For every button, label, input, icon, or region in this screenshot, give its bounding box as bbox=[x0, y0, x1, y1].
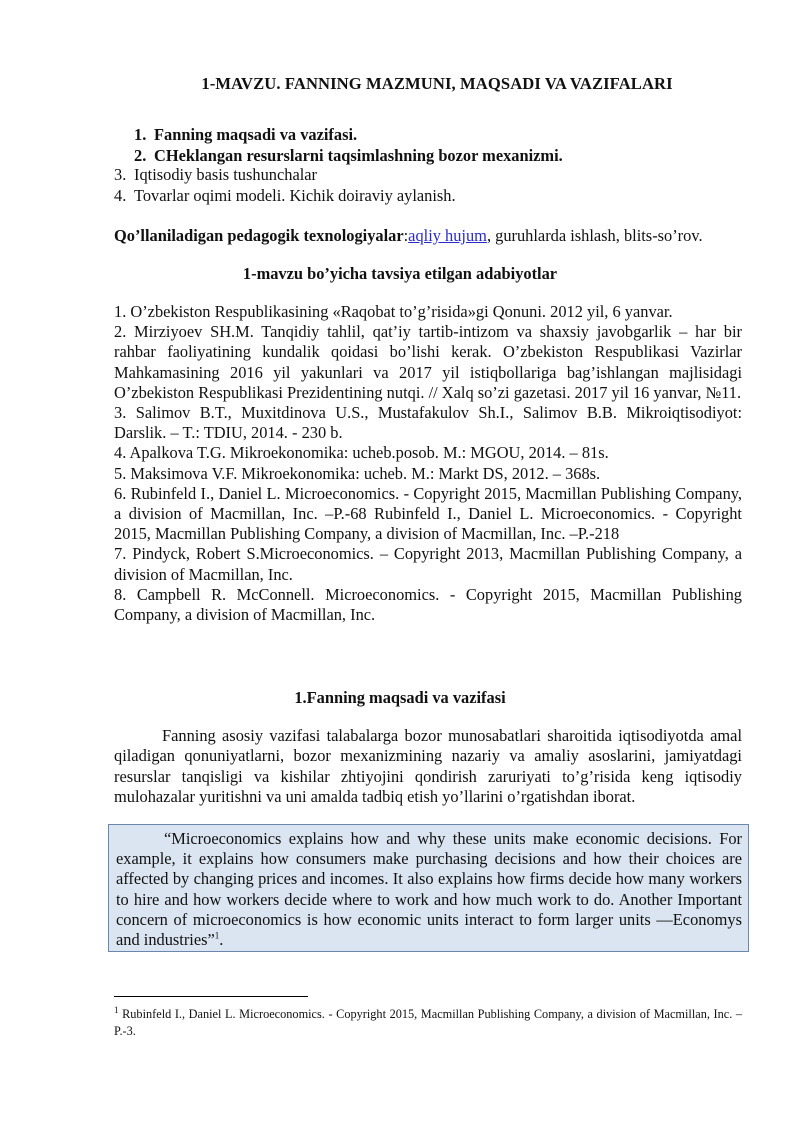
list-item bbox=[114, 185, 754, 206]
list-text: CHeklangan resurslarni taqsimlashning bozor mexanizmi. bbox=[154, 146, 563, 165]
topic-list-plain bbox=[114, 164, 754, 206]
intro-paragraph: Fanning asosiy vazifasi talabalarga bozor munosabatlari sharoitida iqtisodiyotda amal qiladigan qonuniyatlarni, bozor mexanizmining nazariy va amaliy asoslarini, jamiyatdagi resurslar tanqisligi va kishilar zhtiyojini qondirish zaruriyati to’g’risida keng iqtisodiy mulohazalar yuritishni va uni amalda tadbiq etish yo’llarini o’rgatishdan iborat. bbox=[114, 726, 742, 806]
reference-item: 1. O’zbekiston Respublikasining «Raqobat to’g’risida»gi Qonuni. 2012 yil, 6 yanvar. bbox=[114, 302, 673, 321]
quote-text: “Microeconomics explains how and why these units make economic decisions. For example, it explains how consumers make purchasing decisions and how their choices are affected by changing prices and incomes. It also explains how firms decide how many workers to hire and how workers decide where to work and how much work to do. Another Important concern of microeconomics is how economic units interact to form larger units —Economys and industries” bbox=[116, 829, 742, 950]
section-heading: 1.Fanning maqsadi va vazifasi bbox=[294, 688, 506, 707]
reference-item: 4. Apalkova T.G. Mikroekonomika: ucheb.posob. M.: MGOU, 2014. – 81s. bbox=[114, 443, 609, 463]
list-item bbox=[114, 164, 754, 185]
aqliy-hujum-link[interactable]: aqliy hujum bbox=[408, 226, 487, 245]
pedagogical-technologies bbox=[114, 226, 754, 246]
reference-item: 6. Rubinfeld I., Daniel L. Microeconomics. - Copyright 2015, Macmillan Publishing Company, a division of Macmillan, Inc. –P.-68 Rubinfeld I., Daniel L. Microeconomics. - Copyright 2015, Macmillan Publishing Company, a division of Macmillan, Inc. –P.-218 bbox=[114, 483, 742, 544]
list-number: 3. bbox=[114, 165, 127, 184]
reference-item: 5. Maksimova V.F. Mikroekonomika: ucheb. M.: Markt DS, 2012. – 368s. bbox=[114, 463, 601, 483]
footnote bbox=[114, 1006, 742, 1039]
references-heading: 1-mavzu bo’yicha tavsiya etilgan adabiyotlar bbox=[242, 264, 558, 283]
footnote-separator bbox=[114, 996, 308, 997]
list-text: Iqtisodiy basis tushunchalar bbox=[134, 165, 318, 184]
topic-list-bold bbox=[134, 124, 774, 166]
list-number: 2. bbox=[134, 146, 147, 165]
list-number: 4. bbox=[114, 186, 127, 205]
page-title: 1-MAVZU. FANNING MAZMUNI, MAQSADI VA VAZIFALARI bbox=[201, 74, 673, 93]
pedtech-rest: , guruhlarda ishlash, blits-so’rov. bbox=[486, 226, 703, 245]
reference-item: 7. Pindyck, Robert S.Microeconomics. – Copyright 2013, Macmillan Publishing Company, a division of Macmillan, Inc. bbox=[114, 544, 742, 584]
list-item bbox=[134, 124, 774, 145]
quote-end: . bbox=[219, 930, 224, 950]
footnote-reference[interactable]: 1 bbox=[214, 930, 220, 941]
footnote-text: Rubinfeld I., Daniel L. Microeconomics. - Copyright 2015, Macmillan Publishing Company, a division of Macmillan, Inc. –P.-3. bbox=[114, 1007, 742, 1038]
list-number: 1. bbox=[134, 125, 147, 144]
footnote-mark: 1 bbox=[114, 1004, 119, 1015]
list-text: Tovarlar oqimi modeli. Kichik doiraviy aylanish. bbox=[134, 186, 456, 205]
pedtech-colon: : bbox=[403, 226, 409, 245]
reference-item: 8. Campbell R. McConnell. Microeconomics. - Copyright 2015, Macmillan Publishing Company, a division of Macmillan, Inc. bbox=[114, 584, 742, 625]
reference-item: 2. Mirziyoev SH.M. Tanqidiy tahlil, qat’iy tartib-intizom va shaxsiy javobgarlik – har bir rahbar faoliyatining kundalik qoidasi bo’lishi kerak. O’zbekiston Respublikasi Vazirlar Mahkamasining 2016 yil yakunlari va 2017 yil istiqbollariga bag’ishlangan majlisidagi O’zbekiston Respublikasi Prezidentining nutqi. // Xalq so’zi gazetasi. 2017 yil 16 yanvar, №11. bbox=[114, 322, 742, 402]
reference-item: 3. Salimov B.T., Muxitdinova U.S., Mustafakulov Sh.I., Salimov B.B. Mikroiqtisodiyot: Darslik. – T.: TDIU, 2014. - 230 b. bbox=[114, 403, 742, 443]
quote-box bbox=[108, 824, 749, 952]
list-text: Fanning maqsadi va vazifasi. bbox=[154, 125, 358, 144]
pedtech-label: Qo’llaniladigan pedagogik texnologiyalar bbox=[114, 226, 404, 245]
list-item bbox=[134, 145, 774, 166]
reference-list bbox=[114, 302, 742, 625]
quote-paragraph bbox=[116, 829, 742, 950]
